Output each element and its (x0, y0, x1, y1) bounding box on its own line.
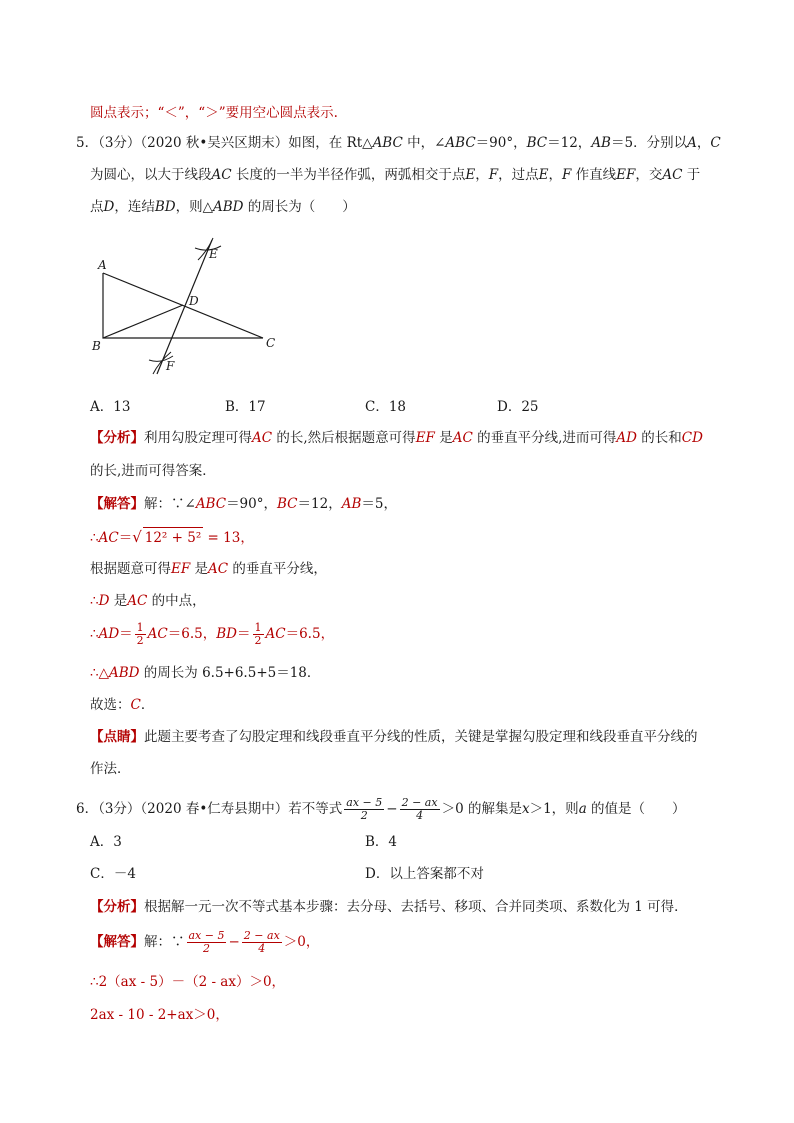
analysis-tag: 【分析】 (90, 430, 144, 446)
label-F: F (166, 359, 175, 373)
q6-answer-line-2: ∴2（ax - 5）－（2 - ax）＞0， (90, 974, 286, 990)
option-b: B．4 (365, 834, 398, 850)
fraction-2: $\frac{2 - ax}{4}$ (401, 796, 438, 822)
analysis-tag: 【分析】 (90, 899, 144, 915)
answer-line-5: ∴AD＝ $\frac{1}{2}$ AC＝6.5，BD＝ $\frac{1}{2}$ AC＝6.5， (90, 621, 335, 647)
answer-line-2: ∴AC＝√ 12² + 5² = 13， (90, 528, 254, 546)
comment-tag: 【点睛】 (90, 729, 144, 745)
intro-tail-text: 圆点表示；“＜”，“＞”要用空心圆点表示. (90, 105, 338, 121)
answer-line-6: ∴△ABD 的周长为 6.5+6.5+5＝18． (90, 665, 321, 681)
question-6-line-1: 6．（3分）（2020 春•仁寿县期中）若不等式 $\frac{ax - 5}{2}$ − $\frac{2 - ax}{4}$ ＞0 的解集是x＞1，则a 的值是（ ） (76, 796, 686, 822)
fraction-half: $\frac{1}{2}$ (136, 621, 144, 647)
fraction-half-2: $\frac{1}{2}$ (254, 621, 262, 647)
answer-line-4: ∴D 是AC 的中点， (90, 593, 206, 609)
question-5-line-3: 点D，连结BD，则△ABD 的周长为（ ） (90, 199, 356, 215)
q6-answer-line-3: 2ax - 10 - 2+ax＞0， (90, 1007, 229, 1023)
answer-tag: 【解答】 (90, 934, 144, 950)
label-A: A (98, 258, 107, 272)
sqrt-symbol: √ (132, 528, 142, 546)
label-C: C (266, 336, 276, 350)
label-B: B (92, 339, 101, 353)
option-d: D．25 (497, 399, 539, 415)
option-a: A．3 (90, 834, 122, 850)
answer-line-1: 【解答】解：∵∠ABC＝90°，BC＝12，AB＝5， (90, 496, 397, 512)
comment-line-2: 作法． (90, 761, 131, 777)
option-d: D．以上答案都不对 (365, 866, 484, 882)
option-b: B．17 (225, 399, 266, 415)
option-c: C．－4 (90, 866, 136, 882)
label-E: E (209, 247, 218, 261)
option-a: A．13 (90, 399, 131, 415)
option-c: C．18 (365, 399, 407, 415)
question-meta: （3分）（2020 春•仁寿县期中） (98, 801, 289, 817)
triangle-figure (85, 228, 285, 388)
question-meta: （3分）（2020 秋•吴兴区期末） (98, 135, 289, 151)
fraction-1: $\frac{ax - 5}{2}$ (346, 796, 383, 822)
answer-line-7: 故选：C． (90, 697, 155, 713)
segment-BD (103, 305, 183, 338)
answer-tag: 【解答】 (90, 496, 144, 512)
fraction-1: $\frac{ax - 5}{2}$ (188, 929, 225, 955)
question-5-line-1: 5．（3分）（2020 秋•吴兴区期末）如图，在 Rt△ABC 中，∠ABC＝90°，BC＝12，AB＝5．分别以A，C (76, 135, 721, 151)
analysis-line-1: 【分析】利用勾股定理可得AC 的长,然后根据题意可得EF 是AC 的垂直平分线,进而可得AD 的长和CD (90, 430, 703, 446)
q6-answer-line-1: 【解答】解：∵ $\frac{ax - 5}{2}$ − $\frac{2 - ax}{4}$ ＞0， (90, 929, 320, 955)
line-EF (157, 240, 212, 374)
analysis-line-2: 的长,进而可得答案． (90, 463, 216, 479)
label-D: D (189, 294, 199, 308)
question-number: 5． (76, 135, 99, 151)
comment-line-1: 【点睛】此题主要考查了勾股定理和线段垂直平分线的性质，关键是掌握勾股定理和线段垂直平分线的 (90, 729, 698, 745)
answer-line-3: 根据题意可得EF 是AC 的垂直平分线， (90, 561, 327, 577)
question-number: 6． (76, 801, 99, 817)
fraction-2: $\frac{2 - ax}{4}$ (243, 929, 280, 955)
q6-analysis-line: 【分析】根据解一元一次不等式基本步骤：去分母、去括号、移项、合并同类项、系数化为 1 可得． (90, 899, 688, 915)
question-5-line-2: 为圆心，以大于线段AC 长度的一半为半径作弧，两弧相交于点E，F，过点E，F 作直线EF，交AC 于 (90, 167, 701, 183)
